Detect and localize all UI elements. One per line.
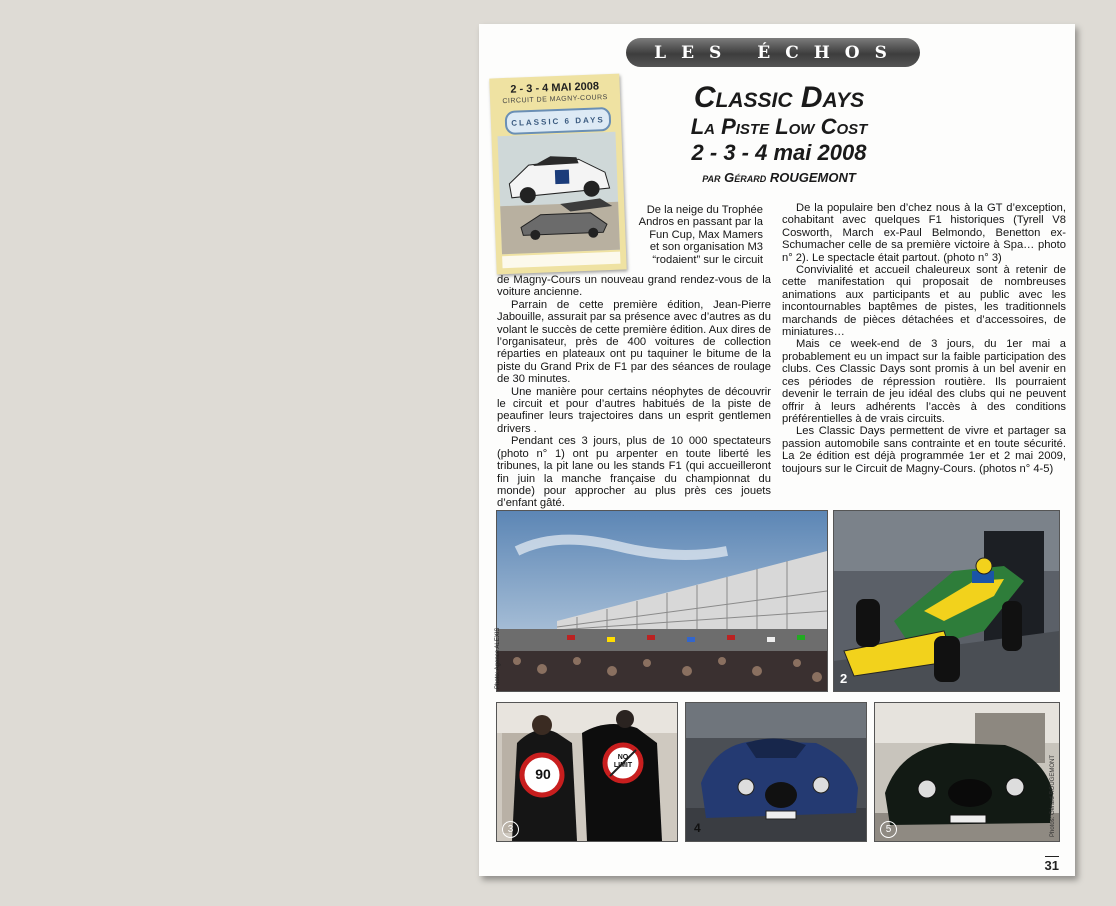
paragraph: Une manière pour certains néophytes de découvrir le circuit et pour d’autres habitués de la piste de peaufiner leurs trajectoires dans un esprit gentlemen drivers . xyxy=(497,385,771,435)
poster-logo: CLASSIC 6 DAYS xyxy=(505,107,612,135)
article-byline: par Gérard ROUGEMONT xyxy=(702,170,856,185)
photo-number: 4 xyxy=(694,821,701,835)
photo-blue-car xyxy=(685,702,867,842)
f1-car-image xyxy=(834,511,1059,691)
photo-grandstand xyxy=(496,510,828,692)
text-column-2 xyxy=(782,202,1066,475)
poster-car-illustration xyxy=(498,132,620,254)
poster-sponsors xyxy=(502,252,620,269)
poster-circuit: CIRCUIT DE MAGNY-COURS xyxy=(502,94,608,106)
page-number: 31 xyxy=(1044,858,1059,873)
photo-number: 2 xyxy=(840,671,848,686)
photo-green-car xyxy=(874,702,1060,842)
paragraph: Pendant ces 3 jours, plus de 10 000 spectateurs (photo n° 1) ont pu arpenter en toute liberté les tribunes, la pit lane ou les stands F1 (qui accueilleront fin juin la manche française du championnat du monde) pour approcher au plus près ces jouets d’enfant gâté. xyxy=(497,435,771,510)
article-title: Classic Days xyxy=(693,81,865,114)
blue-car-image xyxy=(686,703,866,841)
no-limit-sign-line-2: LIMIT xyxy=(613,762,633,769)
text-column-1 xyxy=(497,274,771,510)
article-subtitle: La Piste Low Cost xyxy=(690,114,868,139)
no-limit-sign-line-1: NO xyxy=(617,754,629,761)
article-header xyxy=(629,82,929,188)
photo-f1-car xyxy=(833,510,1060,692)
spectators-image xyxy=(497,703,677,841)
paragraph: Convivialité et accueil chaleureux sont à retenir de cette manifestation qui proposait de nombreuses animations aux participants et au public avec les incontournables baptêmes de pistes, les traditionnels marchands de pièces détachées et d’accessoires, de miniatures… xyxy=(782,264,1066,339)
paragraph: Les Classic Days permettent de vivre et partager sa passion automobile sans contrainte et en toute sécurité. La 2e édition est déjà programmée 1er et 2 mai 2009, toujours sur le Circuit de Magny-Cours. (photos n° 4-5) xyxy=(782,425,1066,475)
section-banner: LES ÉCHOS xyxy=(626,38,920,67)
speed-sign-90: 90 xyxy=(535,766,551,782)
article-lead: De la neige du Trophée Andros en passant par la Fun Cup, Max Mamers et son organisation M3 “rodaient” sur le circuit xyxy=(638,204,763,266)
poster-dates: 2 - 3 - 4 MAI 2008 xyxy=(510,80,600,96)
paragraph: De la populaire ben d’chez nous à la GT d’exception, cohabitant avec quelques F1 historiques (Tyrell V8 Cosworth, March ex-Paul Belmondo, Benetton ex-Schumacher celle de sa première victoire à Spa… photo n° 2). Le spectacle était partout. (photo n° 3) xyxy=(782,202,1066,264)
paragraph: de Magny-Cours un nouveau grand rendez-vous de la voiture ancienne. xyxy=(497,274,771,299)
article-dates: 2 - 3 - 4 mai 2008 xyxy=(691,140,867,165)
green-car-image xyxy=(875,703,1059,841)
event-poster xyxy=(489,74,626,275)
paragraph: Mais ce week-end de 3 jours, du 1er mai a probablement eu un impact sur la faible participation des clubs. Ces Classic Days sont promis à un bel avenir en ces périodes de répression routière. Ils pourraient devenir le terrain de jeu idéal des clubs qui ne peuvent offrir à leurs adhérents l’accès à des conditions préférentielles à de vrais circuits. xyxy=(782,338,1066,425)
photo-number: 3 xyxy=(502,821,519,838)
photo-number: 5 xyxy=(880,821,897,838)
photo-credit: Photos: Gérard ROUGEMONT xyxy=(1050,754,1056,837)
magazine-page xyxy=(479,24,1075,876)
photo-spectators xyxy=(496,702,678,842)
photo-credit: Photo: Agence ALEXIS xyxy=(495,627,501,689)
no-limit-sign xyxy=(608,754,638,770)
grandstand-image xyxy=(497,511,827,691)
paragraph: Parrain de cette première édition, Jean-Pierre Jabouille, assurait par sa présence avec d’autres as du volant le succès de cette première édition. Aux dires de l’organisateur, près de 400 voitures de collection réparties en plateaux ont pu taquiner le bitume de la piste du Grand Prix de F1 par des séances de roulage de 30 minutes. xyxy=(497,298,771,386)
